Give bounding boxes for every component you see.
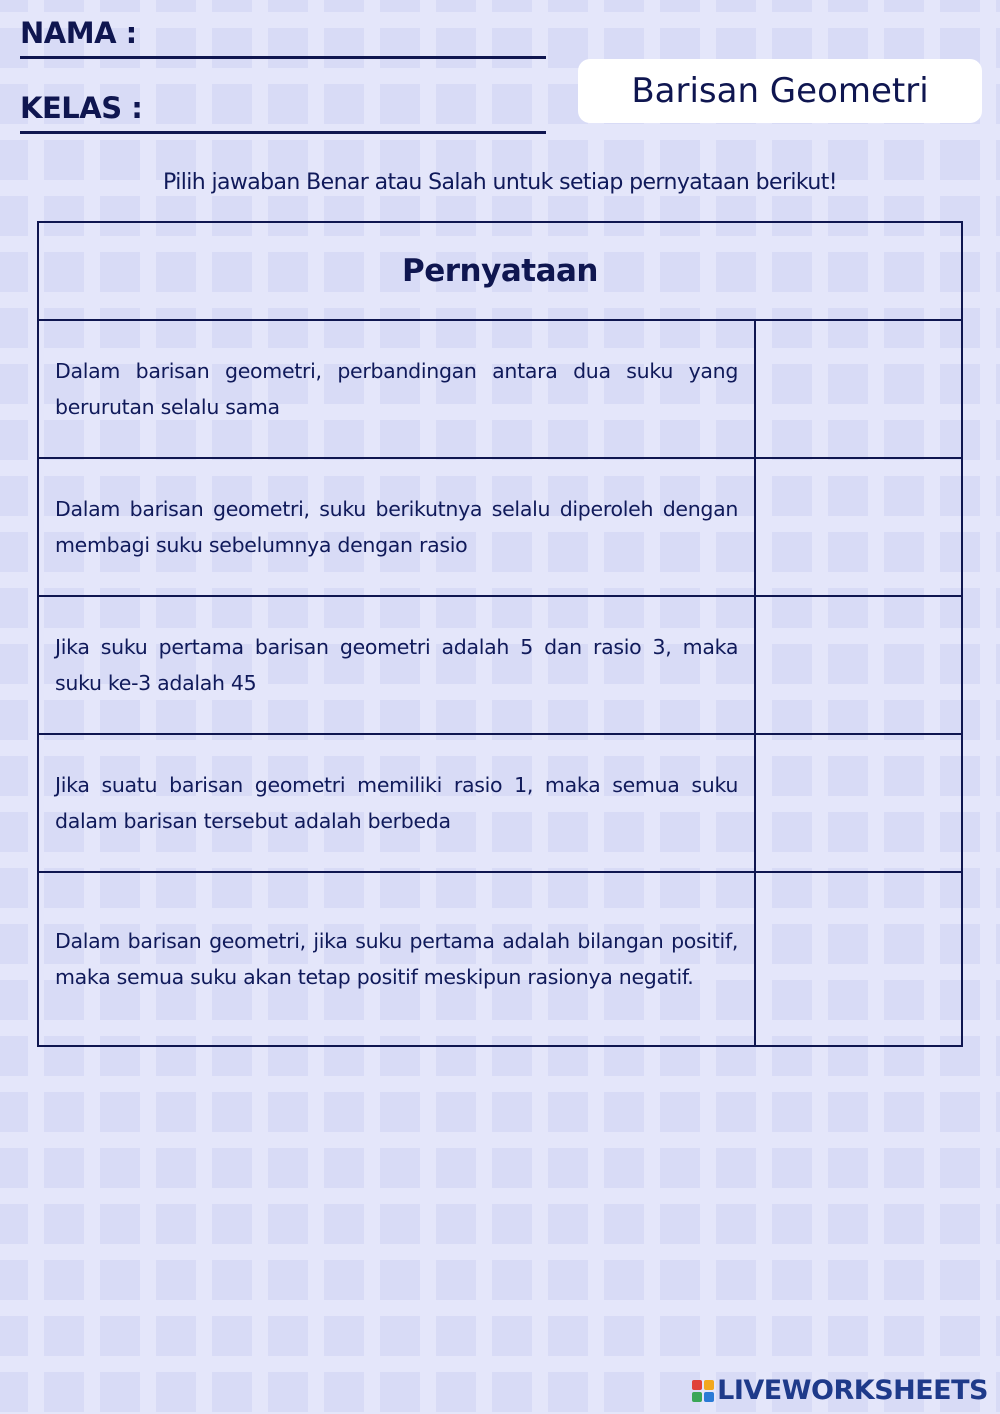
logo-square-blue [704, 1392, 714, 1402]
statement-2: Dalam barisan geometri, suku berikutnya selalu diperoleh dengan membagi suku sebelumnya dengan rasio [38, 458, 755, 596]
title-badge [578, 59, 982, 123]
table-row [38, 734, 962, 872]
statement-5: Dalam barisan geometri, jika suku pertama adalah bilangan positif, maka semua suku akan tetap positif meskipun rasionya negatif. [38, 872, 755, 1046]
instruction-text: Pilih jawaban Benar atau Salah untuk setiap pernyataan berikut! [163, 170, 837, 195]
table-header: Pernyataan [38, 222, 962, 320]
statement-4: Jika suatu barisan geometri memiliki rasio 1, maka semua suku dalam barisan tersebut adalah berbeda [38, 734, 755, 872]
answer-cell-4[interactable] [755, 734, 962, 872]
logo-square-yellow [704, 1380, 714, 1390]
answer-cell-3[interactable] [755, 596, 962, 734]
table-row [38, 872, 962, 1046]
page-title: Barisan Geometri [631, 71, 929, 111]
answer-cell-5[interactable] [755, 872, 962, 1046]
table-row [38, 320, 962, 458]
statement-1: Dalam barisan geometri, perbandingan antara dua suku yang berurutan selalu sama [38, 320, 755, 458]
class-label: KELAS : [20, 91, 143, 125]
table-row [38, 458, 962, 596]
name-line[interactable] [20, 56, 546, 59]
name-label: NAMA : [20, 16, 137, 50]
logo-text: LIVEWORKSHEETS [717, 1375, 988, 1406]
table-row [38, 596, 962, 734]
statement-3: Jika suku pertama barisan geometri adalah 5 dan rasio 3, maka suku ke-3 adalah 45 [38, 596, 755, 734]
answer-cell-1[interactable] [755, 320, 962, 458]
logo-square-red [692, 1380, 702, 1390]
logo-icon [692, 1380, 714, 1402]
class-line[interactable] [20, 131, 546, 134]
statement-table [37, 221, 963, 1047]
liveworksheets-logo [692, 1375, 988, 1406]
answer-cell-2[interactable] [755, 458, 962, 596]
logo-square-green [692, 1392, 702, 1402]
